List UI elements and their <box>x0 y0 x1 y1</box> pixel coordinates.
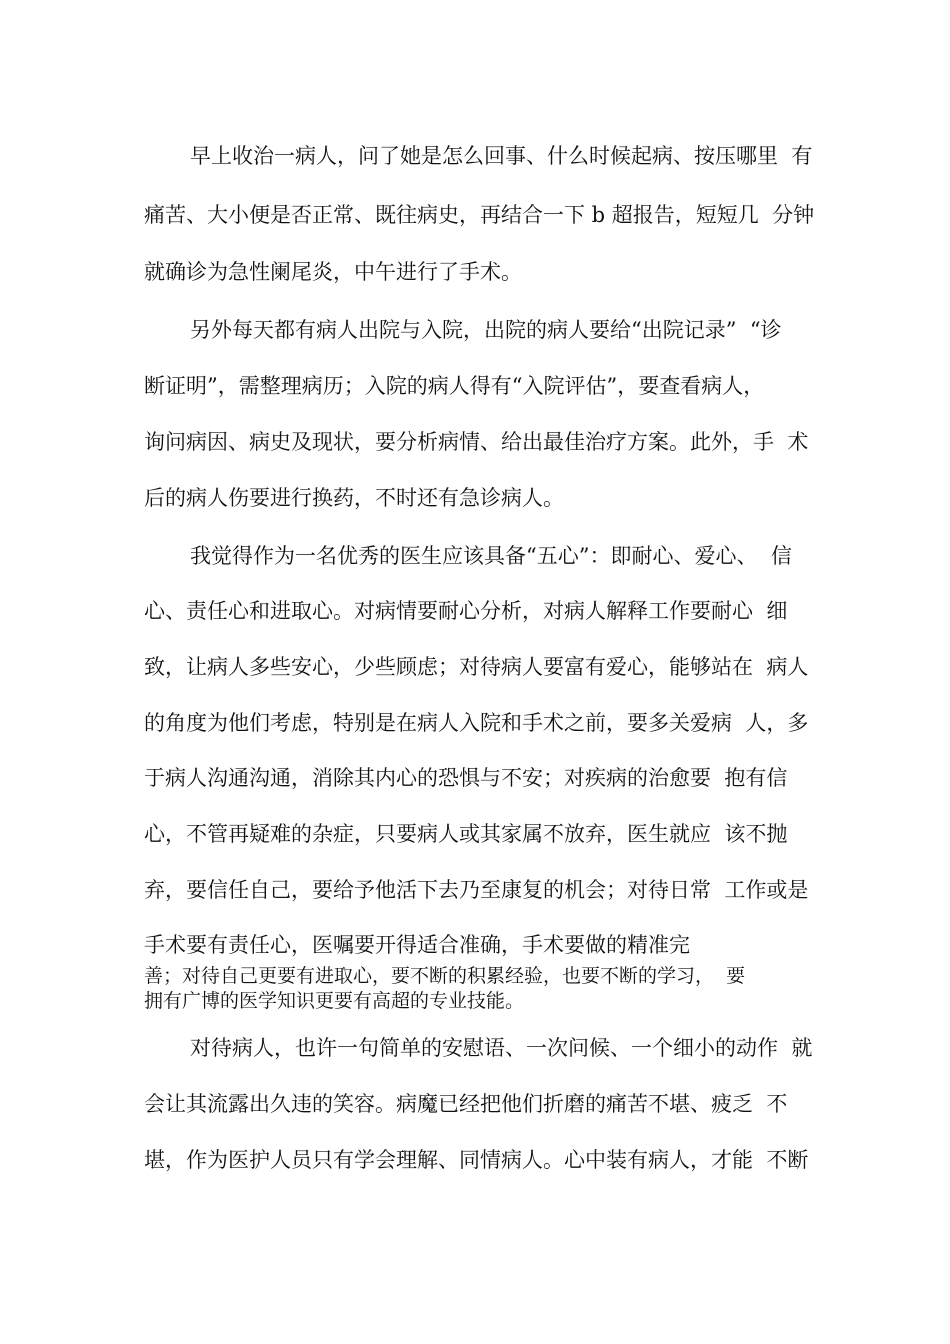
paragraph-3-line-3: 致，让病人多些安心，少些顾虑；对待病人要富有爱心，能够站在 病人 <box>144 655 809 679</box>
paragraph-3-line-10: 拥有广博的医学知识更要有高超的专业技能。 <box>144 990 525 1012</box>
paragraph-1-line-2: 痛苦、大小便是否正常、既往病史，再结合一下 b 超报告，短短几 分钟 <box>144 203 815 227</box>
paragraph-2-line-1: 另外每天都有病人出院与入院，出院的病人要给“出院记录” “诊 <box>190 318 782 342</box>
paragraph-3-line-7: 弃，要信任自己，要给予他活下去乃至康复的机会；对待日常 工作或是 <box>144 878 809 902</box>
paragraph-1-line-1: 早上收治一病人，问了她是怎么回事、什么时候起病、按压哪里 有 <box>190 144 813 168</box>
paragraph-3-line-6: 心，不管再疑难的杂症，只要病人或其家属不放弃，医生就应 该不抛 <box>144 822 788 846</box>
paragraph-4-line-2: 会让其流露出久违的笑容。病魔已经把他们折磨的痛苦不堪、疲乏 不 <box>144 1092 788 1116</box>
paragraph-3-line-2: 心、责任心和进取心。对病情要耐心分析，对病人解释工作要耐心 细 <box>144 599 788 623</box>
paragraph-2-line-4: 后的病人伤要进行换药，不时还有急诊病人。 <box>144 486 564 510</box>
paragraph-3-line-5: 于病人沟通沟通，消除其内心的恐惧与不安；对疾病的治愈要 抱有信 <box>144 766 788 790</box>
paragraph-4-line-3: 堪，作为医护人员只有学会理解、同情病人。心中装有病人，才能 不断 <box>144 1148 809 1172</box>
paragraph-3-line-8: 手术要有责任心，医嘱要开得适合准确，手术要做的精准完 <box>144 933 690 957</box>
paragraph-2-line-3: 询问病因、病史及现状，要分析病情、给出最佳治疗方案。此外，手 术 <box>144 430 809 454</box>
paragraph-3-line-9: 善；对待自己更要有进取心，要不断的积累经验，也要不断的学习， 要 <box>144 965 746 987</box>
paragraph-3-line-1: 我觉得作为一名优秀的医生应该具备“五心”：即耐心、爱心、 信 <box>190 544 792 568</box>
paragraph-1-line-3: 就确诊为急性阑尾炎，中午进行了手术。 <box>144 260 522 284</box>
paragraph-3-line-4: 的角度为他们考虑，特别是在病人入院和手术之前，要多关爱病 人，多 <box>144 711 809 735</box>
paragraph-2-line-2: 断证明”，需整理病历；入院的病人得有“入院评估”，要查看病人， <box>144 374 765 398</box>
paragraph-4-line-1: 对待病人，也许一句简单的安慰语、一次问候、一个细小的动作 就 <box>190 1036 813 1060</box>
